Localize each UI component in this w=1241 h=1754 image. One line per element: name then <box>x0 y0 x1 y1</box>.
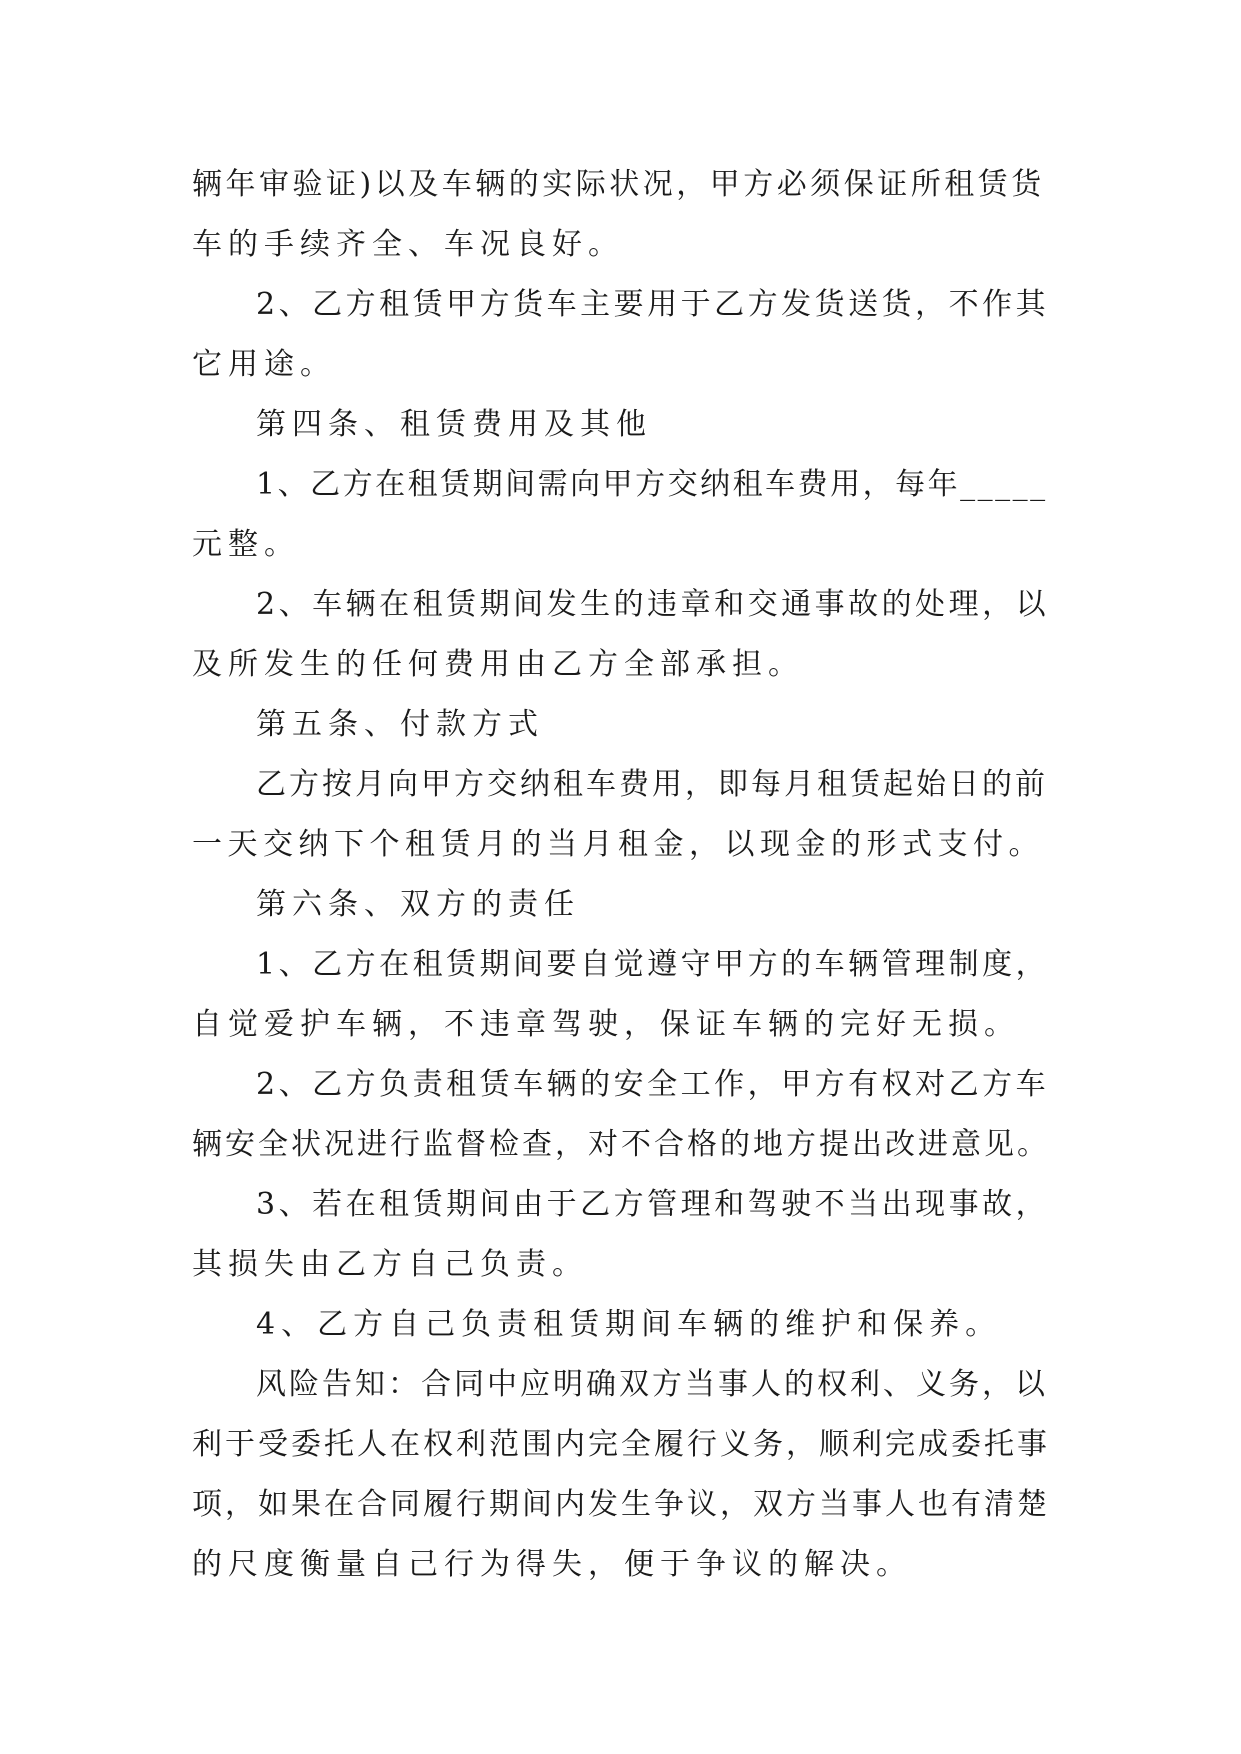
section-heading: 第四条、租赁费用及其他 <box>256 407 652 442</box>
text-line: 车的手续齐全、车况良好。 <box>192 227 624 262</box>
text-line: 2、乙方负责租赁车辆的安全工作，甲方有权对乙方车 <box>256 1067 1050 1102</box>
text-line: 利于受委托人在权利范围内完全履行义务，顺利完成委托事 <box>192 1427 1050 1462</box>
text-line: 4、乙方自己负责租赁期间车辆的维护和保养。 <box>256 1307 1002 1342</box>
text-line: 元整。 <box>192 527 300 562</box>
text-line: 项，如果在合同履行期间内发生争议，双方当事人也有清楚 <box>192 1487 1050 1522</box>
section-heading: 第六条、双方的责任 <box>256 887 580 922</box>
text-line: 风险告知：合同中应明确双方当事人的权利、义务，以 <box>256 1367 1048 1402</box>
text-line: 2、乙方租赁甲方货车主要用于乙方发货送货，不作其 <box>256 287 1050 322</box>
text-line: 的尺度衡量自己行为得失，便于争议的解决。 <box>192 1547 912 1582</box>
text-line: 2、车辆在租赁期间发生的违章和交通事故的处理，以 <box>256 587 1050 622</box>
text-line: 1、乙方在租赁期间需向甲方交纳租车费用，每年_____ <box>256 467 1048 502</box>
text-line: 及所发生的任何费用由乙方全部承担。 <box>192 647 804 682</box>
text-line: 辆年审验证)以及车辆的实际状况，甲方必须保证所租赁货 <box>192 167 1045 202</box>
text-line: 辆安全状况进行监督检查，对不合格的地方提出改进意见。 <box>192 1127 1050 1162</box>
text-line: 自觉爱护车辆，不违章驾驶，保证车辆的完好无损。 <box>192 1007 1020 1042</box>
text-line: 1、乙方在租赁期间要自觉遵守甲方的车辆管理制度， <box>256 947 1050 982</box>
text-line: 乙方按月向甲方交纳租车费用，即每月租赁起始日的前 <box>256 767 1048 802</box>
section-heading: 第五条、付款方式 <box>256 707 544 742</box>
text-line: 3、若在租赁期间由于乙方管理和驾驶不当出现事故， <box>256 1187 1050 1222</box>
text-line: 其损失由乙方自己负责。 <box>192 1247 588 1282</box>
text-line: 它用途。 <box>192 347 336 382</box>
text-line: 一天交纳下个租赁月的当月租金，以现金的形式支付。 <box>192 827 1044 862</box>
